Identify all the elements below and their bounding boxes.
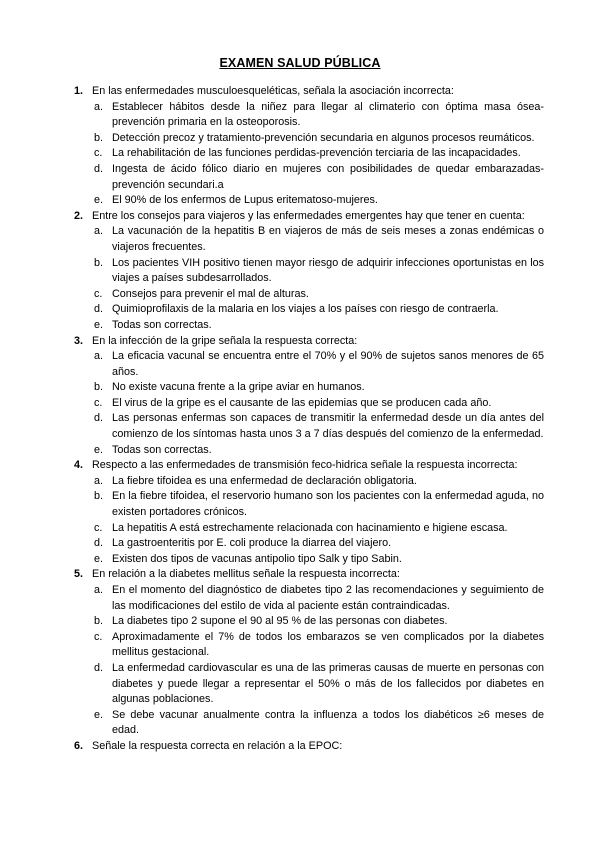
option-letter: a. [94,474,104,487]
option-text: Existen dos tipos de vacunas antipolio tipo Salk y tipo Sabin. [112,552,402,565]
question-1 [74,84,544,100]
question-4 [74,458,544,474]
question-text: Respecto a las enfermedades de transmisión feco-hidrica señale la respuesta incorrecta: [92,459,518,472]
question-number: 5. [74,568,84,581]
option-text: La enfermedad cardiovascular es una de las primeras causas de muerte en personas con diabetes y puede llegar a representar el 50% o más de los fallecidos por diabetes en algunas poblaciones. [112,661,544,706]
option-letter: d. [94,412,104,425]
option-letter: b. [94,490,104,503]
option-letter: b. [94,131,104,144]
answer-option [74,708,544,739]
option-text: La gastroenteritis por E. coli produce la diarrea del viajero. [112,537,392,550]
question-list [74,84,544,755]
option-text: La vacunación de la hepatitis B en viajeros de más de seis meses a zonas endémicas o viajeros frecuentes. [112,225,544,253]
option-text: La rehabilitación de las funciones perdidas-prevención terciaria de las incapacidades. [112,147,521,160]
option-letter: b. [94,381,104,394]
question-2 [74,209,544,225]
option-text: La hepatitis A está estrechamente relacionada con hacinamiento e higiene escasa. [112,521,508,534]
option-text: La diabetes tipo 2 supone el 90 al 95 % de las personas con diabetes. [112,615,448,628]
option-letter: c. [94,287,103,300]
option-letter: a. [94,225,104,238]
option-text: Quimioprofilaxis de la malaria en los viajes a los países con riesgo de contraerla. [112,303,499,316]
option-letter: d. [94,537,104,550]
option-letter: c. [94,521,103,534]
question-number: 6. [74,739,84,752]
answer-option [74,536,544,552]
option-text: El virus de la gripe es el causante de las epidemias que se producen cada año. [112,396,492,409]
question-6 [74,739,544,755]
question-text: En la infección de la gripe señala la respuesta correcta: [92,334,358,347]
answer-option [74,552,544,568]
option-letter: c. [94,396,103,409]
option-letter: d. [94,661,104,674]
option-letter: d. [94,162,104,175]
option-letter: e. [94,443,104,456]
answer-option [74,193,544,209]
answer-option [74,318,544,334]
option-text: En la fiebre tifoidea, el reservorio humano son los pacientes con la enfermedad aguda, no existen portadores crónicos. [112,490,544,519]
option-letter: a. [94,350,104,363]
option-text: Detección precoz y tratamiento-prevención secundaria en algunos procesos reumáticos. [112,131,535,144]
page-title: EXAMEN SALUD PÚBLICA [219,56,381,70]
option-letter: e. [94,552,104,565]
answer-option [74,661,544,708]
option-text: Todas son correctas. [112,318,212,331]
answer-option [74,411,544,442]
answer-option [74,396,544,412]
option-letter: e. [94,194,104,207]
option-letter: c. [94,147,103,160]
answer-option [74,287,544,303]
option-letter: b. [94,615,104,628]
option-letter: c. [94,630,103,643]
question-text: En las enfermedades musculoesqueléticas, señala la asociación incorrecta: [92,85,454,97]
answer-option [74,443,544,459]
question-text: En relación a la diabetes mellitus señale la respuesta incorrecta: [92,568,400,581]
question-5 [74,567,544,583]
answer-option [74,100,544,131]
question-number: 2. [74,209,84,222]
option-text: Establecer hábitos desde la niñez para llegar al climaterio con óptima masa ósea-prevención primaria en la osteoporosis. [112,100,544,129]
question-3 [74,334,544,350]
question-number: 4. [74,459,84,472]
option-text: La eficacia vacunal se encuentra entre el 70% y el 90% de sujetos sanos menores de 65 años. [112,350,544,378]
answer-option [74,349,544,380]
option-letter: b. [94,256,104,269]
option-letter: a. [94,584,104,596]
answer-option [74,380,544,396]
option-text: La fiebre tifoidea es una enfermedad de declaración obligatoria. [112,474,417,487]
answer-option [74,162,544,193]
option-text: Aproximadamente el 7% de todos los embarazos se ven complicados por la diabetes mellitus gestacional. [112,630,544,659]
answer-option [74,256,544,287]
option-text: Consejos para prevenir el mal de alturas. [112,287,309,300]
answer-option [74,521,544,537]
option-text: En el momento del diagnóstico de diabetes tipo 2 las recomendaciones y seguimiento de las modificaciones del estilo de vida al paciente están contraindicadas. [112,584,544,612]
question-number: 3. [74,334,84,347]
answer-option [74,614,544,630]
option-text: Ingesta de ácido fólico diario en mujeres con posibilidades de quedar embarazadas-prevención secundari.a [112,162,544,191]
option-text: El 90% de los enfermos de Lupus eritematoso-mujeres. [112,194,378,207]
question-text: Entre los consejos para viajeros y las enfermedades emergentes hay que tener en cuenta: [92,209,525,222]
option-letter: e. [94,708,104,721]
answer-option [74,489,544,520]
answer-option [74,583,544,614]
answer-option [74,630,544,661]
option-letter: d. [94,303,104,316]
option-letter: a. [94,100,104,113]
answer-option [74,302,544,318]
option-letter: e. [94,318,104,331]
question-number: 1. [74,85,84,97]
answer-option [74,131,544,147]
option-text: Las personas enfermas son capaces de transmitir la enfermedad desde un día antes del comienzo de los síntomas hasta unos 3 a 7 días después del comienzo de la enfermedad. [112,412,544,441]
option-text: Todas son correctas. [112,443,212,456]
answer-option [74,224,544,255]
answer-option [74,474,544,490]
question-text: Señale la respuesta correcta en relación a la EPOC: [92,739,343,752]
option-text: Los pacientes VIH positivo tienen mayor riesgo de adquirir infecciones oportunistas en los viajes a países subdesarrollados. [112,256,544,285]
option-text: No existe vacuna frente a la gripe aviar en humanos. [112,381,365,394]
answer-option [74,146,544,162]
option-text: Se debe vacunar anualmente contra la influenza a todos los diabéticos ≥6 meses de edad. [112,708,544,737]
